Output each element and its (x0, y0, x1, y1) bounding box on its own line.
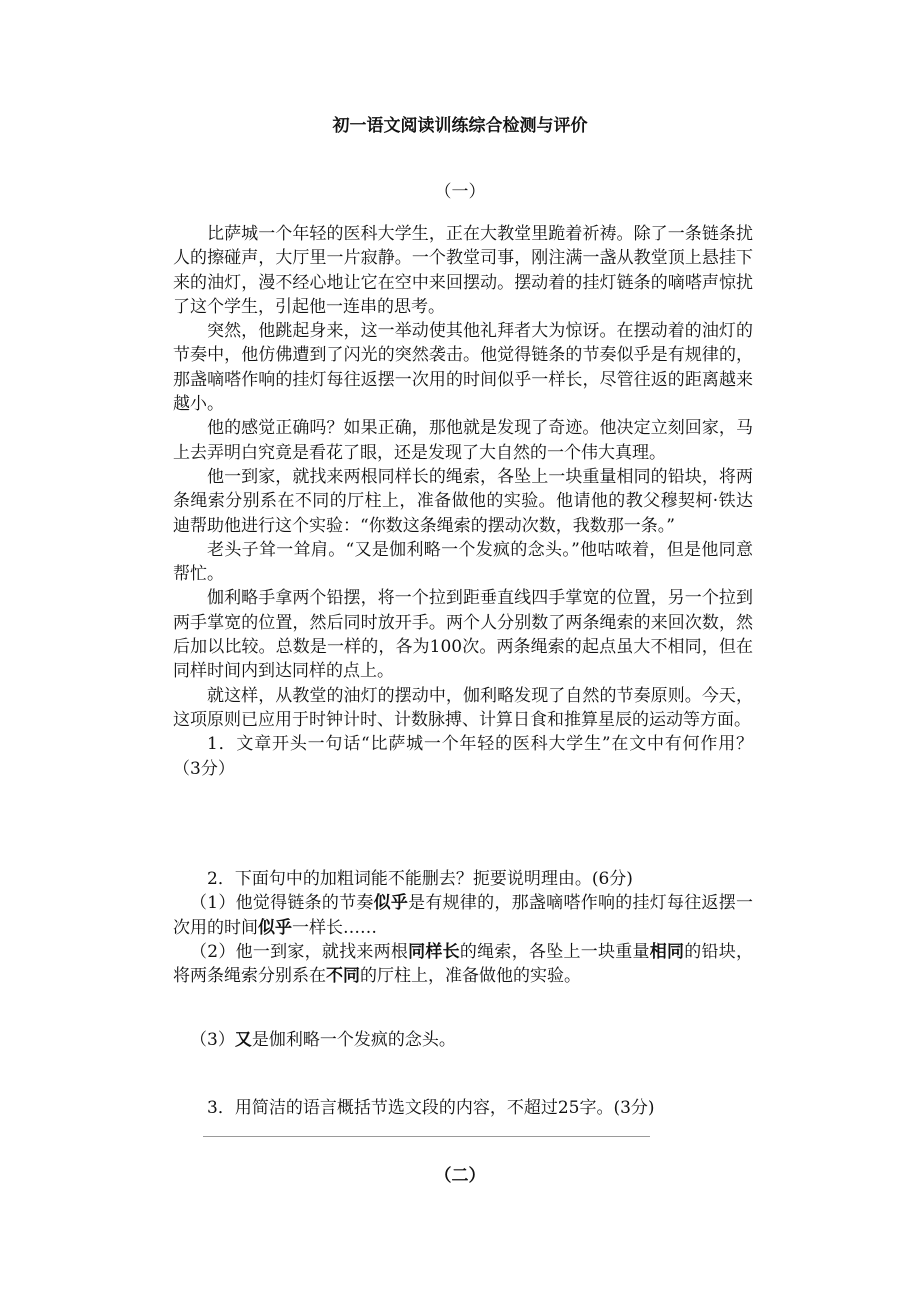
q2-1-bold-2: 似乎 (258, 917, 292, 938)
q2-2-bold-2: 相同 (649, 941, 685, 962)
paragraph-5: 老头子耸一耸肩。“又是伽利略一个发疯的念头。”他咕哝着，但是他同意帮忙。 (173, 539, 753, 585)
q2-1-text-d: 一样长…… (292, 917, 377, 938)
q2-2-bold-1: 同样长 (408, 941, 460, 962)
question-1: 1．文章开头一句话“比萨城一个年轻的医科大学生”在文中有何作用？（3分） (173, 734, 753, 779)
q2-2-text-e: 的厅柱上，准备做他的实验。 (360, 966, 581, 987)
question-3: 3．用简洁的语言概括节选文段的内容，不超过25字。(3分) (207, 1098, 655, 1118)
q2-3-text-c: 是伽利略一个发疯的念头。 (251, 1030, 456, 1050)
q2-2-text-c: 的绳索，各坠上一块重量 (459, 941, 650, 962)
question-3-block (173, 1096, 753, 1120)
q2-1-bold-1: 似乎 (373, 893, 409, 914)
section-heading-2: （二） (434, 1166, 486, 1186)
paragraph-4: 他一到家，就找来两根同样长的绳索，各坠上一块重量相同的铅块，将两条绳索分别系在不同的厅柱上，准备做他的实验。他请他的教父穆契柯·铁达迪帮助他进行这个实验：“你数这条绳索的摆动次数，我数那一条。” (173, 466, 753, 536)
answer-line (203, 1136, 650, 1137)
question-2-item-3-block (173, 1028, 753, 1052)
q2-1-text-c: 是有规律的，那盏嘀嗒作响的挂灯每往返摆一次用的时间 (173, 893, 753, 938)
paragraph-3: 他的感觉正确吗？如果正确，那他就是发现了奇迹。他决定立刻回家，马上去弄明白究竟是看花了眼，还是发现了大自然的一个伟大真理。 (173, 418, 753, 463)
document-title: 初一语文阅读训练综合检测与评价 (332, 116, 588, 136)
paragraph-2: 突然，他跳起身来，这一举动使其他礼拜者大为惊讶。在摆动着的油灯的节奏中，他仿佛遭到了闪光的突然袭击。他觉得链条的节奏似乎是有规律的，那盏嘀嗒作响的挂灯每往返摆一次用的时间似乎一样长，尽管往返的距离越来越小。 (173, 321, 753, 415)
q2-1-text-a: （1）他觉得链条的节奏 (190, 893, 374, 914)
question-2: 2．下面句中的加粗词能不能删去？扼要说明理由。(6分) (207, 869, 633, 889)
question-2-item-3 (173, 1028, 753, 1052)
paragraph-7: 就这样，从教堂的油灯的摆动中，伽利略发现了自然的节奏原则。今天，这项原则已应用于时钟计时、计数脉搏、计算日食和推算星辰的运动等方面。 (173, 685, 753, 730)
q2-2-bold-3: 不同 (326, 966, 360, 987)
paragraph-6: 伽利略手拿两个铅摆，将一个拉到距垂直线四手掌宽的位置，另一个拉到两手掌宽的位置，然后同时放开手。两个人分别数了两条绳索的来回次数，然后加以比较。总数是一样的，各为100次。两条绳索的起点虽大不相同，但在同样时间内到达同样的点上。 (173, 588, 753, 682)
q2-2-text-d: 的铅块，将两条绳索分别系在 (173, 941, 754, 987)
question-2-item-1 (173, 891, 753, 940)
question-2-item-2 (173, 940, 753, 989)
reading-passage (173, 222, 753, 781)
question-2-block (173, 867, 753, 988)
q2-3-bold-1: 又 (234, 1030, 252, 1050)
q2-3-text-a: （3） (190, 1030, 235, 1050)
paragraph-1: 比萨城一个年轻的医科大学生，正在大教堂里跪着祈祷。除了一条链条扰人的擦碰声，大厅里一片寂静。一个教堂司事，刚注满一盏从教堂顶上悬挂下来的油灯，漫不经心地让它在空中来回摆动。摆动着的挂灯链条的嘀嗒声惊扰了这个学生，引起他一连串的思考。 (173, 224, 753, 317)
q2-2-text-a: （2）他一到家，就找来两根 (190, 941, 409, 962)
section-heading-1: （一） (434, 182, 486, 202)
